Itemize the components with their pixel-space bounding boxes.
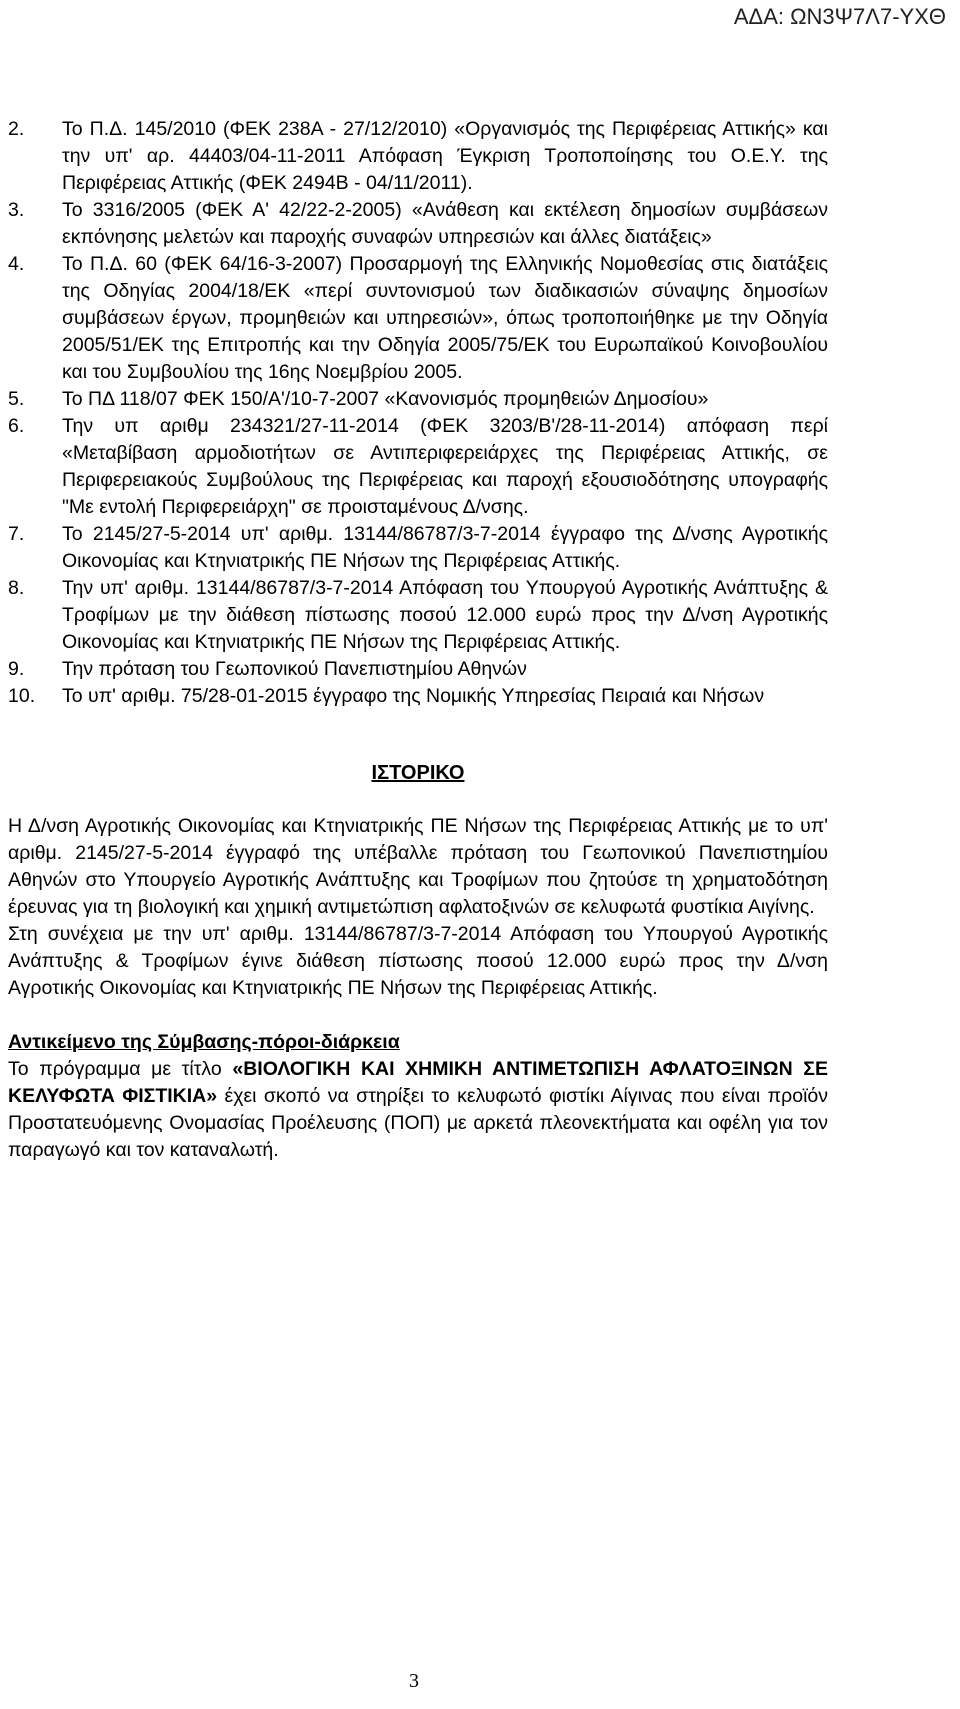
list-item bbox=[8, 656, 828, 683]
item-text: Την υπ' αριθμ. 13144/86787/3-7-2014 Απόφαση του Υπουργού Αγροτικής Ανάπτυξης & Τροφίμων με την διάθεση πίστωσης ποσού 12.000 ευρώ προς την Δ/νση Αγροτικής Οικονομίας και Κτηνιατρικής ΠΕ Νήσων της Περιφέρειας Αττικής. bbox=[62, 577, 828, 653]
item-text: Την υπ αριθμ 234321/27-11-2014 (ΦΕΚ 3203/Β'/28-11-2014) απόφαση περί «Μεταβίβαση αρμοδιοτήτων σε Αντιπεριφερειάρχες της Περιφέρειας Αττικής, σε Περιφερειακούς Συμβούλους της Περιφέρειας και παροχή εξουσιοδότησης υπογραφής "Με εντολή Περιφερειάρχη" σε προισταμένους Δ/νσης. bbox=[62, 415, 828, 518]
item-number: 8. bbox=[8, 577, 25, 599]
item-number: 10. bbox=[8, 685, 36, 707]
document-body bbox=[8, 116, 828, 1164]
page-number: 3 bbox=[409, 1670, 419, 1692]
subject-paragraph bbox=[8, 1056, 828, 1164]
program-title: «ΒΙΟΛΟΓΙΚΗ ΚΑΙ ΧΗΜΙΚΗ ΑΝΤΙΜΕΤΩΠΙΣΗ ΑΦΛΑΤΟΞΙΝΩΝ ΣΕ ΚΕΛΥΦΩΤΑ ΦΙΣΤΙΚΙΑ» bbox=[8, 1058, 828, 1107]
list-item bbox=[8, 251, 828, 386]
list-item bbox=[8, 413, 828, 521]
list-item bbox=[8, 575, 828, 656]
item-text: Το υπ' αριθμ. 75/28-01-2015 έγγραφο της Νομικής Υπηρεσίας Πειραιά και Νήσων bbox=[62, 685, 765, 707]
item-number: 6. bbox=[8, 415, 25, 437]
subject-heading: Αντικείμενο της Σύμβασης-πόροι-διάρκεια bbox=[8, 1031, 400, 1053]
item-text: Την πρόταση του Γεωπονικού Πανεπιστημίου Αθηνών bbox=[62, 658, 527, 680]
subject-rest: έχει σκοπό να στηρίξει το κελυφωτό φιστίκι Αίγινας που είναι προϊόν Προστατευόμενης Ονομασίας Προέλευσης (ΠΟΠ) με αρκετά πλεονεκτήματα και οφέλη για τον παραγωγό και τον καταναλωτή. bbox=[8, 1085, 829, 1161]
list-item bbox=[8, 521, 828, 575]
item-text: Το 2145/27-5-2014 υπ' αριθμ. 13144/86787/3-7-2014 έγγραφο της Δ/νσης Αγροτικής Οικονομίας και Κτηνιατρικής ΠΕ Νήσων της Περιφέρειας Αττικής. bbox=[62, 523, 828, 572]
list-item bbox=[8, 683, 828, 710]
item-number: 2. bbox=[8, 118, 25, 140]
item-number: 9. bbox=[8, 658, 25, 680]
subject-intro: Το πρόγραμμα με τίτλο bbox=[8, 1058, 233, 1080]
ada-code: ΑΔΑ: ΩΝ3Ψ7Λ7-ΥΧΘ bbox=[733, 4, 946, 29]
item-number: 5. bbox=[8, 388, 25, 410]
item-text: Το 3316/2005 (ΦΕΚ Α' 42/22-2-2005) «Ανάθεση και εκτέλεση δημοσίων συμβάσεων εκπόνησης μελετών και παροχής συναφών υπηρεσιών και άλλες διατάξεις» bbox=[62, 199, 828, 248]
item-number: 3. bbox=[8, 199, 25, 221]
item-text: Το ΠΔ 118/07 ΦΕΚ 150/Α'/10-7-2007 «Κανονισμός προμηθειών Δημοσίου» bbox=[62, 388, 709, 410]
item-text: Το Π.Δ. 60 (ΦΕΚ 64/16-3-2007) Προσαρμογή της Ελληνικής Νομοθεσίας στις διατάξεις της Οδηγίας 2004/18/ΕΚ «περί συντονισμού των διαδικασιών σύναψης δημοσίων συμβάσεων έργων, προμηθειών και υπηρεσιών», όπως τροποποιήθηκε με την Οδηγία 2005/51/ΕΚ της Επιτροπής και την Οδηγία 2005/75/ΕΚ του Ευρωπαϊκού Κοινοβουλίου και του Συμβουλίου της 16ης Νοεμβρίου 2005. bbox=[62, 253, 828, 383]
list-item bbox=[8, 386, 828, 413]
legal-basis-list bbox=[8, 116, 828, 710]
history-paragraph: Στη συνέχεια με την υπ' αριθμ. 13144/86787/3-7-2014 Απόφαση του Υπουργού Αγροτικής Ανάπτυξης & Τροφίμων έγινε διάθεση πίστωσης ποσού 12.000 ευρώ προς την Δ/νση Αγροτικής Οικονομίας και Κτηνιατρικής ΠΕ Νήσων της Περιφέρειας Αττικής. bbox=[8, 923, 828, 999]
spacer bbox=[8, 1002, 828, 1029]
item-number: 7. bbox=[8, 523, 25, 545]
list-item bbox=[8, 197, 828, 251]
item-number: 4. bbox=[8, 253, 25, 275]
history-paragraph: Η Δ/νση Αγροτικής Οικονομίας και Κτηνιατρικής ΠΕ Νήσων της Περιφέρειας Αττικής με το υπ' αριθμ. 2145/27-5-2014 έγγραφό της υπέβαλλε πρόταση του Γεωπονικού Πανεπιστημίου Αθηνών στο Υπουργείο Αγροτικής Ανάπτυξης και Τροφίμων που ζητούσε τη χρηματοδότηση έρευνας για τη βιολογική και χημική αντιμετώπιση αφλατοξινών σε κελυφωτά φυστίκια Αιγίνης. bbox=[8, 815, 828, 918]
item-text: Το Π.Δ. 145/2010 (ΦΕΚ 238Α - 27/12/2010) «Οργανισμός της Περιφέρειας Αττικής» και την υπ' αρ. 44403/04-11-2011 Απόφαση Έγκριση Τροποποίησης του Ο.Ε.Υ. της Περιφέρειας Αττικής (ΦΕΚ 2494Β - 04/11/2011). bbox=[62, 118, 828, 194]
history-heading: ΙΣΤΟΡΙΚΟ bbox=[371, 762, 465, 784]
list-item bbox=[8, 116, 828, 197]
